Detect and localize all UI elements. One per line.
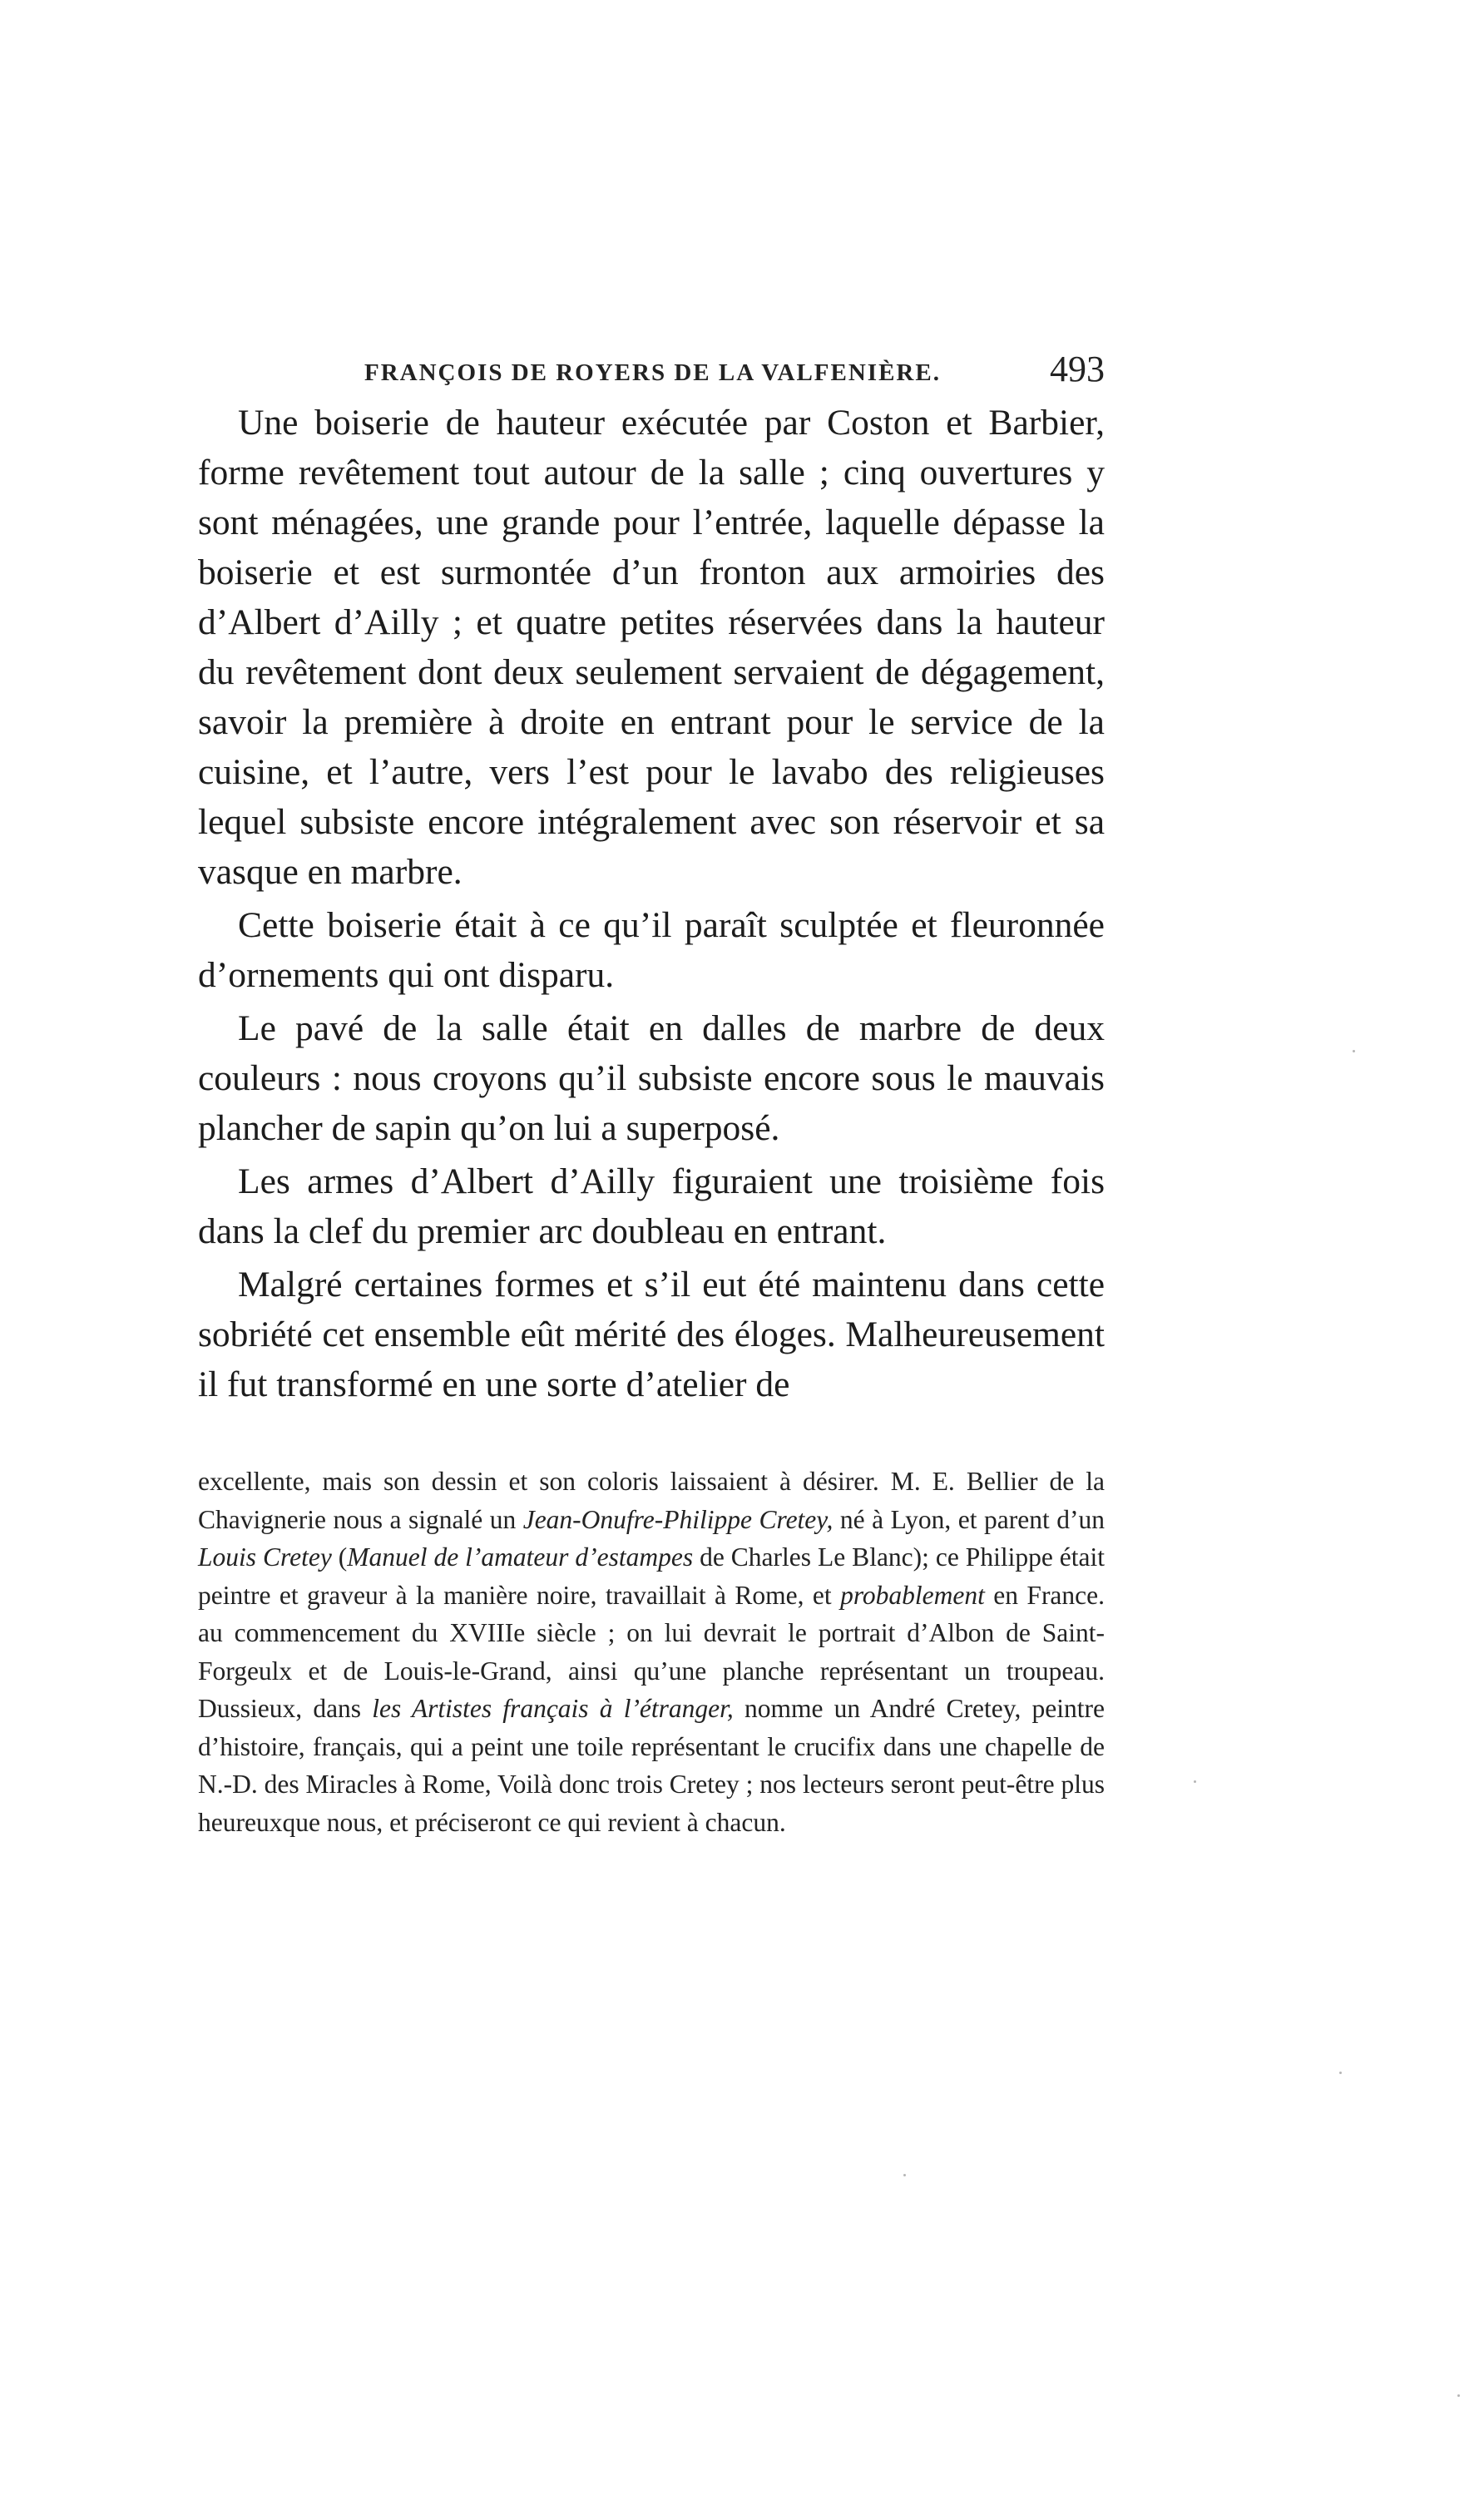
running-title: FRANÇOIS DE ROYERS DE LA VALFENIÈRE. [364,359,941,386]
footnote-italic-run: Jean-Onufre-Philippe Cretey, [522,1504,834,1534]
footnote-italic-run: Manuel de l’amateur d’estampes [347,1542,694,1572]
paragraph-atelier: Malgré certaines formes et s’il eut été maintenu dans cette sobriété cet ensemble eût mérité des éloges. Malheureusement il fut transformé en une sorte d’atelier de [198,1265,1105,1404]
main-text [198,398,1105,1409]
footnote-run: de Charles Le Blanc); ce Philippe était peintre et graveur à la manière noire, travaillait à Rome, et [198,1542,1106,1610]
paragraph-ornements: Cette boiserie était à ce qu’il paraît sculptée et fleuronnée d’ornements qui ont disparu. [198,905,1105,995]
footnote-text [198,1463,1105,1841]
paper-speck [1457,2394,1460,2397]
paper-speck [1194,1780,1196,1783]
paragraph-armes: Les armes d’Albert d’Ailly figuraient une troisième fois dans la clef du premier arc doubleau en entrant. [198,1161,1105,1251]
footnote-italic-run: Louis Cretey [198,1542,332,1572]
footnote-run: nomme un André Cretey, peintre d’histoire, français, qui a peint une toile représentant le crucifix dans une chapelle de N.-D. des Miracles à Rome, Voilà donc trois Cretey ; nos lecteurs seront peut-être plus heureuxque nous, et préciseront ce qui revient à chacun. [198,1694,1105,1837]
paragraph-boiserie: Une boiserie de hauteur exécutée par Coston et Barbier, forme revêtement tout autour de la salle ; cinq ouvertures y sont ménagées, une grande pour l’entrée, laquelle dépasse la boiserie et est surmontée d’un fronton aux armoiries des d’Albert d’Ailly ; et quatre petites réservées dans la hauteur du revêtement dont deux seulement servaient de dégagement, savoir la première à droite en entrant pour le service de la cuisine, et l’autre, vers l’est pour le lavabo des religieuses lequel subsiste encore intégralement avec son réservoir et sa vasque en marbre. [198,403,1105,892]
footnote-run: en France. au commencement du XVIIIe siècle ; on lui devrait le portrait d’Albon de Saint-Forgeulx et de Louis-le-Grand, ainsi qu’une planche représentant un troupeau. Dussieux, dans [198,1580,1106,1723]
footnote-run: né à Lyon, et parent d’un [833,1504,1105,1534]
footnote-italic-run: les Artistes français à l’étranger, [372,1694,734,1723]
paper-speck [1339,2072,1342,2074]
running-head [198,348,1105,398]
footnote-run: excellente, mais son dessin et son coloris laissaient à désirer. M. E. Bellier de la Chavignerie nous a signalé un [198,1467,1105,1534]
footnote-italic-run: probablement [840,1580,985,1610]
footnote-run: ( [331,1542,348,1572]
footnote [198,1463,1105,1841]
page-number: 493 [1050,349,1105,389]
paper-speck [1353,1050,1355,1052]
paper-speck [903,2174,906,2176]
paragraph-pave: Le pavé de la salle était en dalles de marbre de deux couleurs : nous croyons qu’il subsiste encore sous le mauvais plancher de sapin qu’on lui a superposé. [198,1008,1105,1148]
